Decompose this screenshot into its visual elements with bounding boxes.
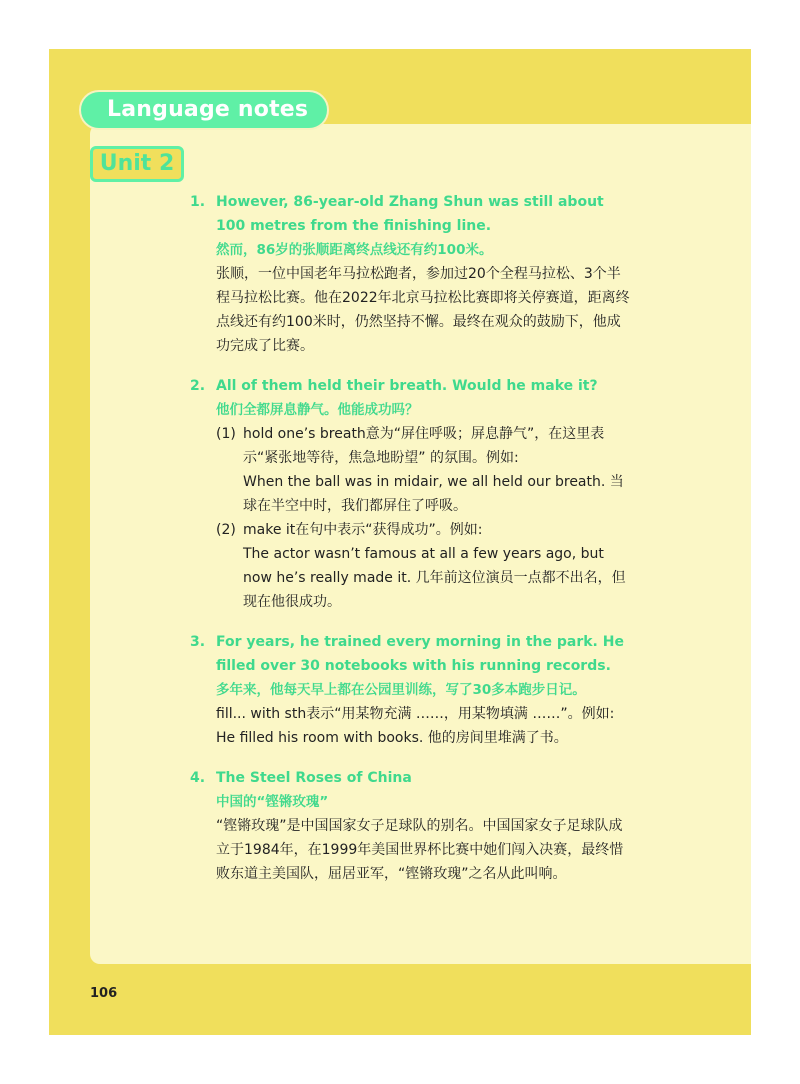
note-number: 1. [190,194,206,210]
sub-note [216,422,630,470]
note-item [190,374,630,614]
sub-note-text: make it在句中表示“获得成功”。例如: [243,522,483,538]
sub-note-text: hold one’s breath意为“屏住呼吸；屏息静气”，在这里表示“紧张地等待，焦急地盼望” 的氛围。例如: [243,426,605,466]
note-number: 4. [190,770,206,786]
note-item [190,630,630,750]
note-body: “铿锵玫瑰”是中国国家女子足球队的别名。中国国家女子足球队成立于1984年，在1999年美国世界杯比赛中她们闯入决赛，最终惜败东道主美国队，屈居亚军，“铿锵玫瑰”之名从此叫响。 [216,818,624,882]
note-body: 张顺，一位中国老年马拉松跑者，参加过20个全程马拉松、3个半程马拉松比赛。他在2022年北京马拉松比赛即将关停赛道，距离终点线还有约100米时，仍然坚持不懈。最终在观众的鼓励下，他成功完成了比赛。 [216,266,630,354]
note-chinese-title: 中国的“铿锵玫瑰” [216,794,329,810]
sub-note-number: (1) [216,426,236,442]
note-english-title: However, 86-year-old Zhang Shun was still about 100 metres from the finishing line. [216,194,604,234]
note-chinese-title: 然而，86岁的张顺距离终点线还有约100米。 [216,242,493,258]
example-sentence: The actor wasn’t famous at all a few years ago, but now he’s really made it. 几年前这位演员一点都不出名，但现在他很成功。 [243,546,626,610]
note-number: 3. [190,634,206,650]
note-english-title: For years, he trained every morning in the park. He filled over 30 notebooks with his running records. [216,634,624,674]
sub-note-number: (2) [216,522,236,538]
note-english-title: The Steel Roses of China [216,770,412,786]
note-chinese-title: 他们全都屏息静气。他能成功吗？ [216,402,419,418]
note-item [190,766,630,886]
note-english-title: All of them held their breath. Would he make it? [216,378,598,394]
section-title: Language notes [79,90,329,130]
sub-note [216,518,630,542]
note-body: fill... with sth表示“用某物充满 ……，用某物填满 ……”。例如: He filled his room with books. 他的房间里堆满了书。 [216,706,615,746]
page-number: 106 [90,986,118,1001]
notes-list [190,190,630,902]
note-chinese-title: 多年来，他每天早上都在公园里训练，写了30多本跑步日记。 [216,682,586,698]
example-sentence: When the ball was in midair, we all held our breath. 当球在半空中时，我们都屏住了呼吸。 [243,474,624,514]
note-item [190,190,630,358]
note-number: 2. [190,378,206,394]
unit-label: Unit 2 [90,146,184,182]
